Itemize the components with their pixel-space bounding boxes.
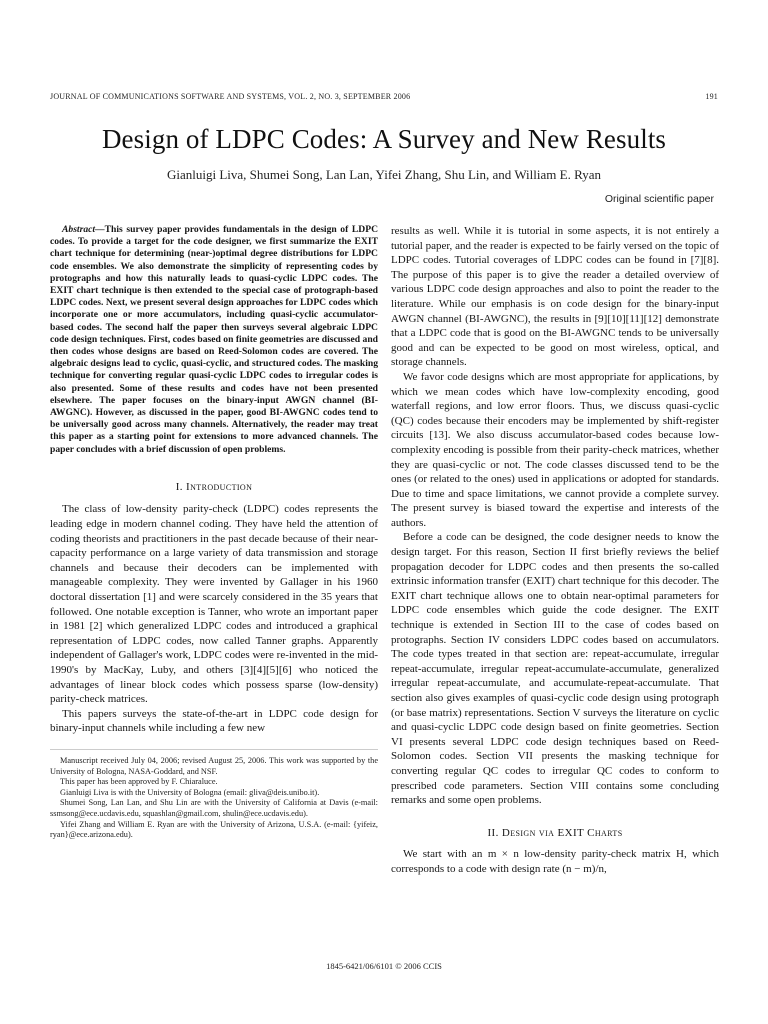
footnote-affiliation-davis: Shumei Song, Lan Lan, and Shu Lin are with the University of California at Davis (e-mail: ssmsong@ece.ucdavis.edu, squashlan@gmail.com, shulin@ece.ucdavis.edu). <box>50 798 378 818</box>
page-footer: 1845-6421/06/6101 © 2006 CCIS <box>326 961 442 971</box>
abstract-text: This survey paper provides fundamentals in the design of LDPC codes. To provide a target for the code designer, we first summarize the EXIT chart technique for determining (near-)optimal degree distributions for LDPC code ensembles. We also demonstrate the simplicity of representing codes by protographs and how this naturally leads to quasi-cyclic LDPC codes. The EXIT chart technique is then extended to the special case of protograph-based LDPC codes. Next, we present several design approaches for LDPC codes which incorporate one or more accumulators, including quasi-cyclic accumulator-based codes. The second half the paper then surveys several algebraic LDPC code design techniques. First, codes based on finite geometries are discussed and then codes whose designs are based on Reed-Solomon codes are covered. The algebraic designs lead to cyclic, quasi-cyclic, and structured codes. The masking technique for converting regular quasi-cyclic LDPC codes to irregular codes is also presented. Some of these results and codes have not been presented elsewhere. The paper focuses on the binary-input AWGN channel (BI-AWGNC). However, as discussed in the paper, good BI-AWGNC codes tend to be universally good across many channels. Alternatively, the reader may treat this paper as a starting point for extensions to more advanced channels. The paper concludes with a brief discussion of open problems. <box>50 224 378 455</box>
right-column <box>391 224 719 877</box>
left-column <box>50 224 378 841</box>
body-paragraph-3: Before a code can be designed, the code designer needs to know the design target. For this reason, Section II first briefly reviews the belief propagation decoder for LDPC codes and then presents the so-called extrinsic information transfer (EXIT) chart technique for this decoder. The EXIT chart technique allows one to obtain near-optimal parameters for LDPC code ensembles which guide the code designer. The EXIT technique is extended in Section III to the case of codes based on protographs. Section IV considers LDPC codes based on accumulators. The code types treated in that section are: repeat-accumulate, irregular repeat-accumulate, irregular repeat-accumulate-accumulate, generalized irregular repeat-accumulate, and accumulate-repeat-accumulate. That section also gives examples of quasi-cyclic code design using protograph (or base matrix) representations. Section V surveys the literature on cyclic and quasi-cyclic LDPC code design based on finite geometries. Section VI presents several LDPC code design techniques based on Reed-Solomon codes. Section VII presents the masking technique for converting regular QC codes to irregular QC codes to conform to prescribed code parameters. Section VIII contains some concluding remarks and some open problems. <box>391 531 719 807</box>
journal-name: JOURNAL OF COMMUNICATIONS SOFTWARE AND SYSTEMS, VOL. 2, NO. 3, SEPTEMBER 2006 <box>50 92 411 101</box>
running-header <box>50 92 718 101</box>
footnote-affiliation-liva: Gianluigi Liva is with the University of Bologna (email: gliva@deis.unibo.it). <box>60 787 320 797</box>
body-paragraph-2: We favor code designs which are most appropriate for applications, by which we mean codes which have low-complexity encoding, good waterfall regions, and low error floors. Thus, we discuss quasi-cyclic (QC) codes because their encoders may be implemented by shift-register circuits [13]. We also discuss accumulator-based codes because low-complexity encoding is possible from their parity-check matrices, whether they are quasi-cyclic or not. The code classes discussed tend to be the ones (or related to the ones) used in applications or adopted for standards. Due to time and space limitations, we cannot provide a complete survey. The present survey is biased toward the expertise and interests of the authors. <box>391 370 719 529</box>
abstract <box>50 224 378 456</box>
footnotes <box>50 749 378 841</box>
body-paragraph-1: results as well. While it is tutorial in some aspects, it is not entirely a tutorial paper, and the reader is expected to be fairly versed on the topic of LDPC codes. Tutorial coverages of LDPC codes can be found in [7][8]. The purpose of this paper is to give the reader a detailed overview of various LDPC code design approaches and also to point the reader to the literature. While our emphasis is on code design for the binary-input AWGN channel (BI-AWGNC), the results in [9][10][11][12] demonstrate that a LDPC code that is good on the BI-AWGNC tends to be universally good and can be expected to be good on most wireless, optical, and storage channels. <box>391 225 719 369</box>
paper-title: Design of LDPC Codes: A Survey and New Results <box>101 124 667 154</box>
page-number: 191 <box>705 92 718 101</box>
intro-paragraph-2: This papers surveys the state-of-the-art in LDPC code design for binary-input channels while including a few new <box>50 707 378 735</box>
footnote-affiliation-arizona: Yifei Zhang and William E. Ryan are with the University of Arizona, U.S.A. (e-mail: {yifeiz, ryan}@ece.arizona.edu). <box>50 819 378 840</box>
body-paragraph-4: We start with an m × n low-density parity-check matrix H, which corresponds to a code with design rate (n − m)/n, <box>391 848 719 875</box>
paper-type-label: Original scientific paper <box>604 193 714 205</box>
section-heading-exit-charts: II. Design via EXIT Charts <box>487 826 623 839</box>
abstract-label: Abstract— <box>62 224 105 235</box>
footnote-manuscript: Manuscript received July 04, 2006; revised August 25, 2006. This work was supported by the University of Bologna, NASA-Goddard, and NSF. <box>50 755 378 776</box>
section-heading-introduction: I. Introduction <box>175 480 253 493</box>
intro-paragraph-1: The class of low-density parity-check (LDPC) codes represents the leading edge in modern channel coding. They have held the attention of coding theorists and practitioners in the past decade because of their near-capacity performance on a large variety of data transmission and storage channels and because their decoders can be implemented with manageable complexity. They were invented by Gallager in his 1960 doctoral dissertation [1] and were scarcely considered in the 35 years that followed. One notable exception is Tanner, who wrote an important paper in 1981 [2] which generalized LDPC codes and introduced a graphical representation of LDPC codes, now called Tanner graphs. Apparently independent of Gallager's work, LDPC codes were re-invented in the mid-1990's by MacKay, Luby, and others [3][4][5][6] who noticed the advantages of linear block codes which possess sparse (low-density) parity-check matrices. <box>50 503 378 706</box>
footnote-approval: This paper has been approved by F. Chiaraluce. <box>60 777 218 787</box>
author-list: Gianluigi Liva, Shumei Song, Lan Lan, Yifei Zhang, Shu Lin, and William E. Ryan <box>166 167 602 182</box>
